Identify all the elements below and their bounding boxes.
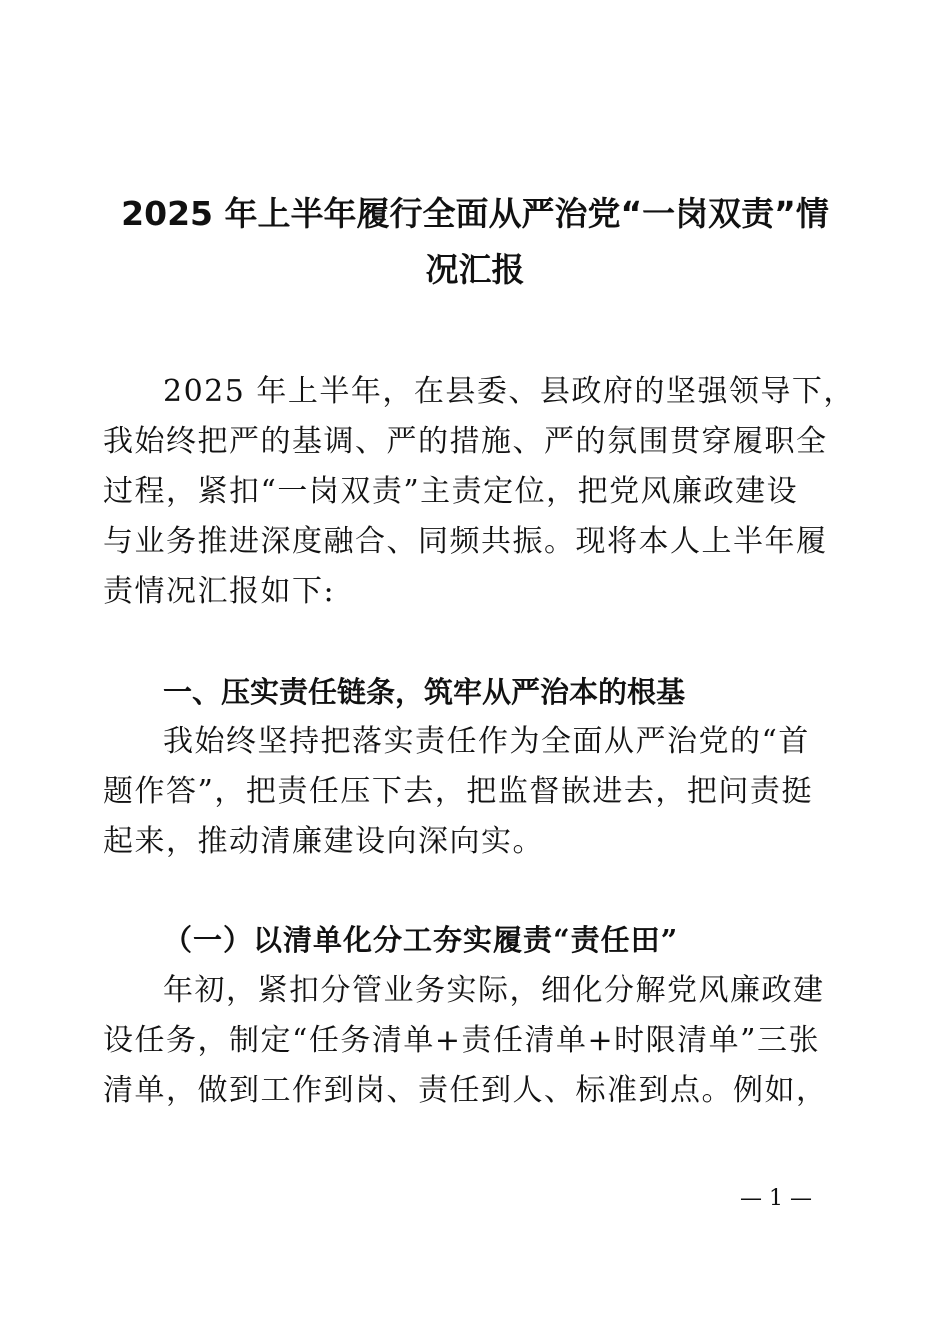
paragraph-line: 2025 年上半年，在县委、县政府的坚强领导下， <box>163 374 855 409</box>
title-line: 2025 年上半年履行全面从严治党“一岗双责”情 <box>121 194 829 233</box>
paragraph-line: 我始终把严的基调、严的措施、严的氛围贯穿履职全 <box>103 424 828 459</box>
paragraph-line: 与业务推进深度融合、同频共振。现将本人上半年履 <box>103 524 828 559</box>
subsection-heading: （一）以清单化分工夯实履责“责任田” <box>163 923 679 957</box>
paragraph-line: 责情况汇报如下: <box>103 574 336 609</box>
subsection-paragraph <box>103 966 836 1116</box>
paragraph-line: 清单，做到工作到岗、责任到人、标准到点。例如， <box>103 1073 828 1108</box>
paragraph-line: 过程，紧扣“一岗双责”主责定位，把党风廉政建设 <box>103 474 799 509</box>
intro-paragraph <box>103 367 855 617</box>
paragraph-line: 年初，紧扣分管业务实际，细化分解党风廉政建 <box>163 973 825 1008</box>
paragraph-line: 题作答”，把责任压下去，把监督嵌进去，把问责挺 <box>103 774 813 809</box>
paragraph-line: 设任务，制定“任务清单+责任清单+时限清单”三张 <box>103 1023 820 1058</box>
page-number: — 1 — <box>740 1186 812 1211</box>
document-title <box>95 186 855 298</box>
title-line: 况汇报 <box>425 250 525 289</box>
section-heading: 一、压实责任链条，筑牢从严治本的根基 <box>163 675 686 709</box>
section-paragraph <box>103 717 836 867</box>
paragraph-line: 起来，推动清廉建设向深向实。 <box>103 824 544 859</box>
paragraph-line: 我始终坚持把落实责任作为全面从严治党的“首 <box>163 724 810 759</box>
